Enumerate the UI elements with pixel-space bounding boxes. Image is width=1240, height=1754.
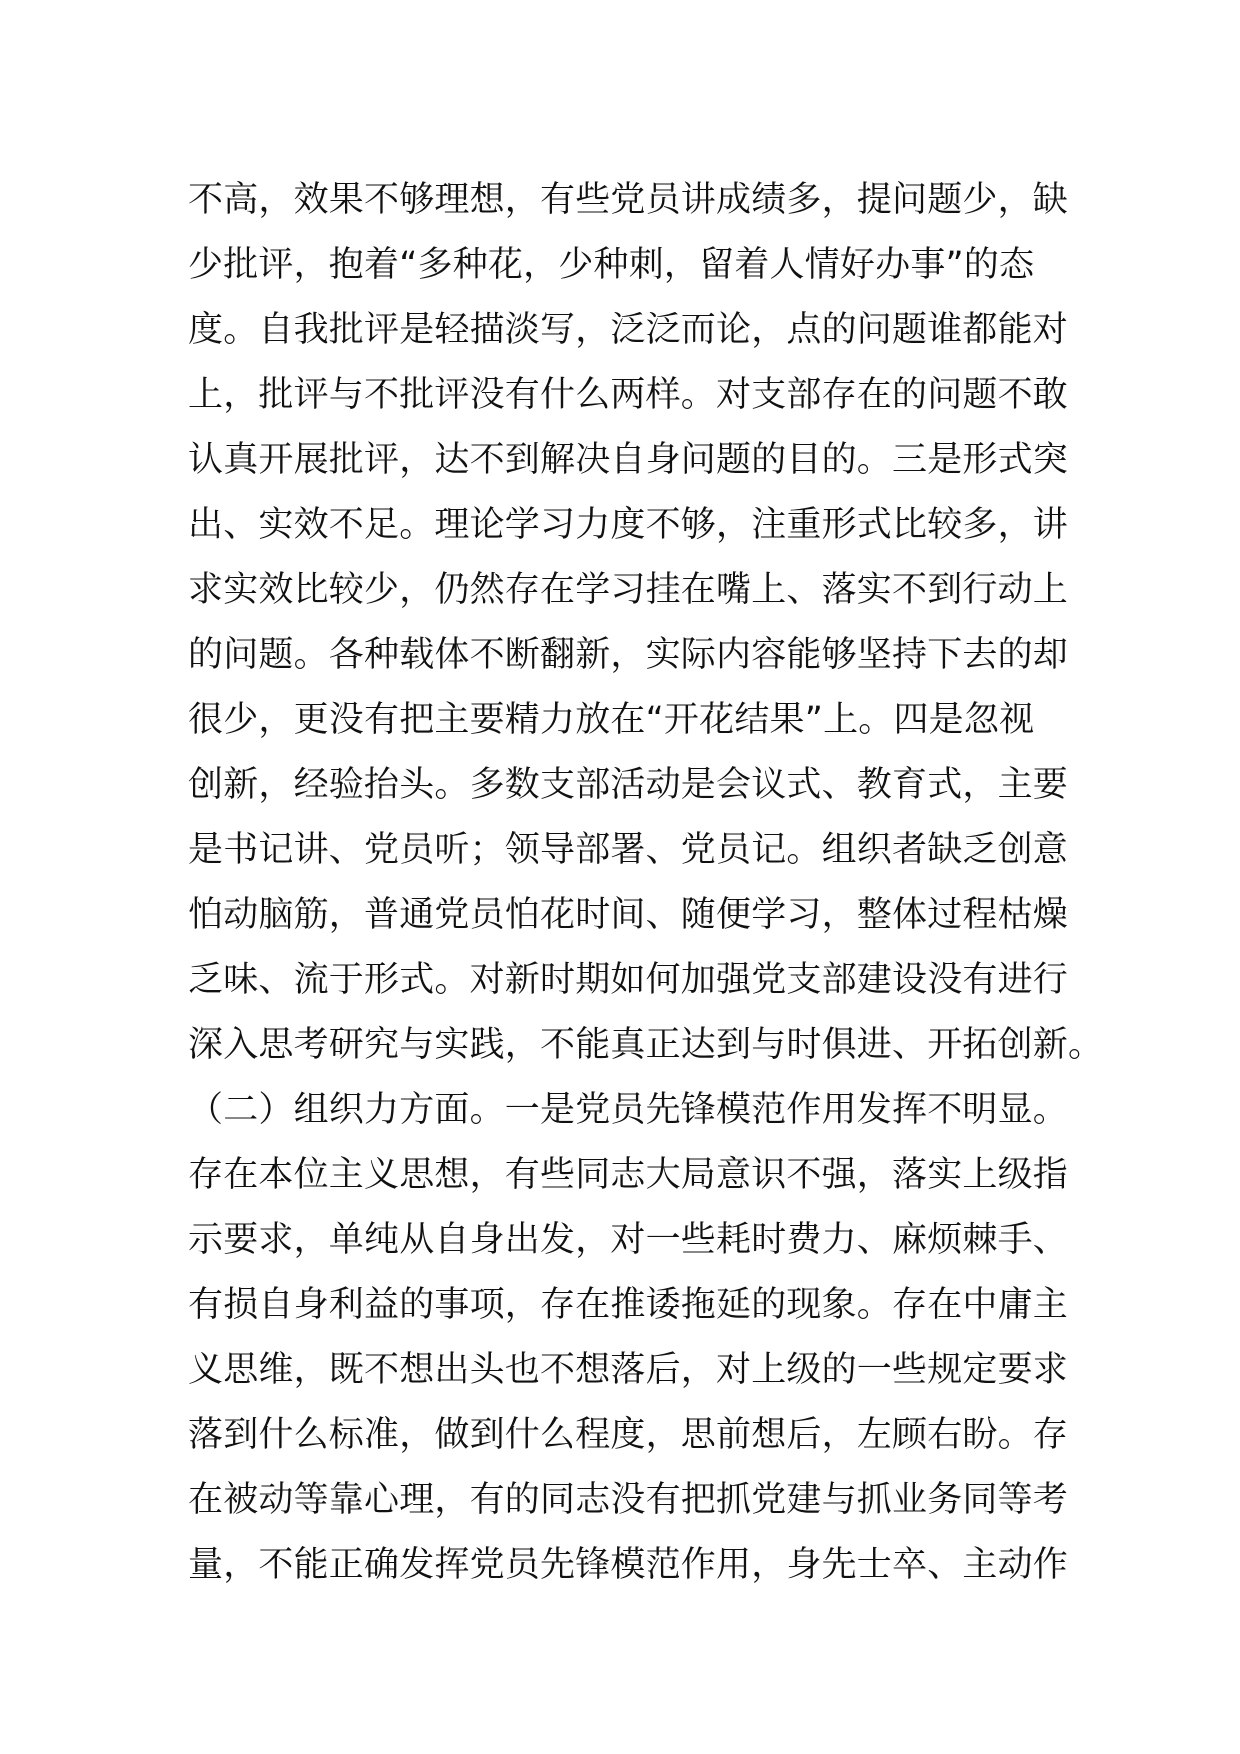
text-line: 在被动等靠心理，有的同志没有把抓党建与抓业务同等考 [188,1480,1069,1520]
text-line: 落到什么标准，做到什么程度，思前想后，左顾右盼。存 [188,1415,1069,1455]
text-line: 示要求，单纯从自身出发，对一些耗时费力、麻烦棘手、 [188,1220,1069,1260]
text-line: 深入思考研究与实践，不能真正达到与时俱进、开拓创新。 [188,1025,1104,1065]
text-line: 量，不能正确发挥党员先锋模范作用，身先士卒、主动作 [188,1545,1069,1585]
text-line: 认真开展批评，达不到解决自身问题的目的。三是形式突 [188,440,1069,480]
text-line: 的问题。各种载体不断翻新，实际内容能够坚持下去的却 [188,635,1069,675]
text-line: 很少，更没有把主要精力放在“开花结果”上。四是忽视 [188,700,1035,740]
text-line: 上，批评与不批评没有什么两样。对支部存在的问题不敢 [188,375,1069,415]
text-line: 有损自身利益的事项，存在推诿拖延的现象。存在中庸主 [188,1285,1069,1325]
text-line: 是书记讲、党员听；领导部署、党员记。组织者缺乏创意 [188,830,1069,870]
text-line: 度。自我批评是轻描淡写，泛泛而论，点的问题谁都能对 [188,310,1069,350]
text-line: 不高，效果不够理想，有些党员讲成绩多，提问题少，缺 [188,180,1069,220]
body-text [188,168,1104,1598]
text-line: 怕动脑筋，普通党员怕花时间、随便学习，整体过程枯燥 [188,895,1069,935]
text-line: （二）组织力方面。一是党员先锋模范作用发挥不明显。 [188,1090,1069,1130]
text-line: 求实效比较少，仍然存在学习挂在嘴上、落实不到行动上 [188,570,1069,610]
text-line: 义思维，既不想出头也不想落后，对上级的一些规定要求 [188,1350,1069,1390]
text-line: 少批评，抱着“多种花，少种刺，留着人情好办事”的态 [188,245,1035,285]
text-line: 存在本位主义思想，有些同志大局意识不强，落实上级指 [188,1155,1069,1195]
text-line: 出、实效不足。理论学习力度不够，注重形式比较多，讲 [188,505,1069,545]
text-line: 乏味、流于形式。对新时期如何加强党支部建设没有进行 [188,960,1069,1000]
text-line: 创新，经验抬头。多数支部活动是会议式、教育式，主要 [188,765,1069,805]
